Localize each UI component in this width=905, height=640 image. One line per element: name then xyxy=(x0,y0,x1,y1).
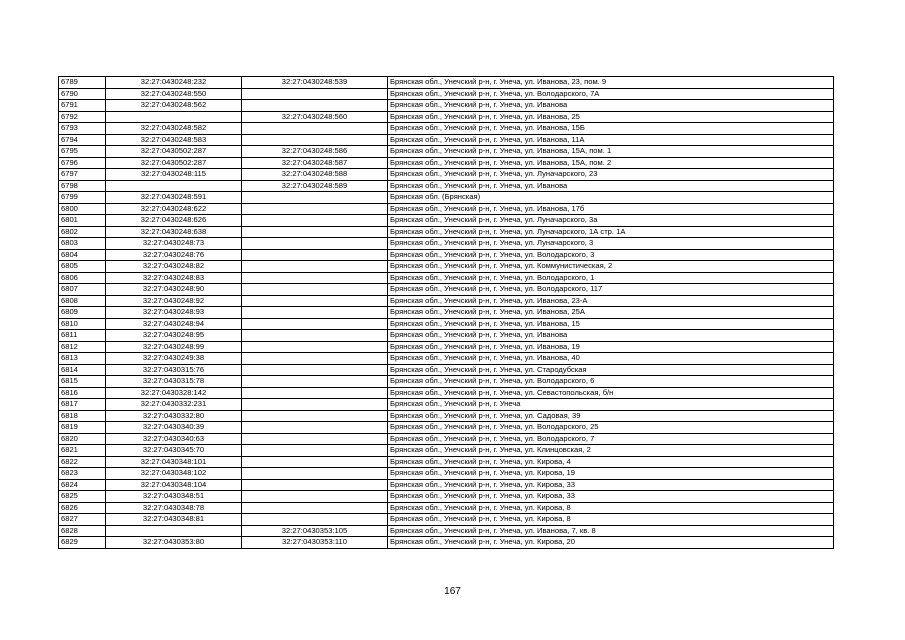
row-number-cell: 6806 xyxy=(59,272,106,284)
cadastral-number-cell: 32:27:0430248:76 xyxy=(106,249,242,261)
address-cell: Брянская обл., Унечский р-н, г. Унеча, ул. Володарского, 7А xyxy=(388,88,834,100)
table-row xyxy=(59,226,834,238)
cadastral-number-cell: 32:27:0430345:70 xyxy=(106,445,242,457)
related-cadastral-number-cell xyxy=(242,318,388,330)
cadastral-number-cell: 32:27:0430248:583 xyxy=(106,134,242,146)
address-cell: Брянская обл., Унечский р-н, г. Унеча, ул. Кирова, 33 xyxy=(388,491,834,503)
table-row xyxy=(59,77,834,89)
cadastral-number-cell: 32:27:0430248:550 xyxy=(106,88,242,100)
cadastral-number-cell: 32:27:0430340:39 xyxy=(106,422,242,434)
table-row xyxy=(59,192,834,204)
table-row xyxy=(59,272,834,284)
table-row xyxy=(59,399,834,411)
row-number-cell: 6808 xyxy=(59,295,106,307)
table-row xyxy=(59,491,834,503)
address-cell: Брянская обл., Унечский р-н, г. Унеча, ул. Иванова, 17б xyxy=(388,203,834,215)
table-row xyxy=(59,410,834,422)
address-cell: Брянская обл., Унечский р-н, г. Унеча, ул. Кирова, 8 xyxy=(388,502,834,514)
table-row xyxy=(59,203,834,215)
cadastral-number-cell: 32:27:0430248:582 xyxy=(106,123,242,135)
cadastral-number-cell: 32:27:0430248:626 xyxy=(106,215,242,227)
cadastral-number-cell: 32:27:0430248:82 xyxy=(106,261,242,273)
row-number-cell: 6810 xyxy=(59,318,106,330)
row-number-cell: 6819 xyxy=(59,422,106,434)
cadastral-number-cell: 32:27:0430248:92 xyxy=(106,295,242,307)
cadastral-number-cell: 32:27:0430348:102 xyxy=(106,468,242,480)
row-number-cell: 6812 xyxy=(59,341,106,353)
table-row xyxy=(59,387,834,399)
row-number-cell: 6796 xyxy=(59,157,106,169)
address-cell: Брянская обл., Унечский р-н, г. Унеча, ул. Иванова xyxy=(388,180,834,192)
row-number-cell: 6792 xyxy=(59,111,106,123)
table-row xyxy=(59,537,834,549)
table-row xyxy=(59,261,834,273)
row-number-cell: 6817 xyxy=(59,399,106,411)
table-row xyxy=(59,157,834,169)
related-cadastral-number-cell xyxy=(242,226,388,238)
related-cadastral-number-cell xyxy=(242,433,388,445)
row-number-cell: 6825 xyxy=(59,491,106,503)
table-row xyxy=(59,376,834,388)
row-number-cell: 6811 xyxy=(59,330,106,342)
cadastral-number-cell: 32:27:0430332:231 xyxy=(106,399,242,411)
cadastral-number-cell: 32:27:0430328:142 xyxy=(106,387,242,399)
row-number-cell: 6802 xyxy=(59,226,106,238)
related-cadastral-number-cell xyxy=(242,341,388,353)
related-cadastral-number-cell: 32:27:0430248:588 xyxy=(242,169,388,181)
cadastral-number-cell: 32:27:0430348:81 xyxy=(106,514,242,526)
table-row xyxy=(59,422,834,434)
related-cadastral-number-cell xyxy=(242,192,388,204)
related-cadastral-number-cell xyxy=(242,284,388,296)
address-cell: Брянская обл., Унечский р-н, г. Унеча, ул. Иванова, 15А, пом. 2 xyxy=(388,157,834,169)
related-cadastral-number-cell xyxy=(242,215,388,227)
address-cell: Брянская обл., Унечский р-н, г. Унеча, ул. Кирова, 33 xyxy=(388,479,834,491)
address-cell: Брянская обл., Унечский р-н, г. Унеча, ул. Луначарского, 3а xyxy=(388,215,834,227)
related-cadastral-number-cell xyxy=(242,479,388,491)
row-number-cell: 6798 xyxy=(59,180,106,192)
related-cadastral-number-cell: 32:27:0430248:586 xyxy=(242,146,388,158)
address-cell: Брянская обл. (Брянская) xyxy=(388,192,834,204)
related-cadastral-number-cell: 32:27:0430248:587 xyxy=(242,157,388,169)
related-cadastral-number-cell: 32:27:0430353:110 xyxy=(242,537,388,549)
cadastral-number-cell: 32:27:0430248:90 xyxy=(106,284,242,296)
cadastral-number-cell xyxy=(106,525,242,537)
row-number-cell: 6804 xyxy=(59,249,106,261)
related-cadastral-number-cell: 32:27:0430248:539 xyxy=(242,77,388,89)
cadastral-number-cell: 32:27:0430332:80 xyxy=(106,410,242,422)
address-cell: Брянская обл., Унечский р-н, г. Унеча, ул. Иванова, 25 xyxy=(388,111,834,123)
cadastral-number-cell: 32:27:0430248:94 xyxy=(106,318,242,330)
row-number-cell: 6814 xyxy=(59,364,106,376)
cadastral-number-cell: 32:27:0430248:83 xyxy=(106,272,242,284)
table-row xyxy=(59,169,834,181)
related-cadastral-number-cell: 32:27:0430353:105 xyxy=(242,525,388,537)
address-cell: Брянская обл., Унечский р-н, г. Унеча, ул. Кирова, 4 xyxy=(388,456,834,468)
table-row xyxy=(59,502,834,514)
row-number-cell: 6795 xyxy=(59,146,106,158)
address-cell: Брянская обл., Унечский р-н, г. Унеча, ул. Володарского, 1 xyxy=(388,272,834,284)
related-cadastral-number-cell xyxy=(242,387,388,399)
related-cadastral-number-cell xyxy=(242,353,388,365)
table-row xyxy=(59,134,834,146)
cadastral-number-cell: 32:27:0430348:51 xyxy=(106,491,242,503)
table-row xyxy=(59,238,834,250)
registry-table-body xyxy=(59,77,834,549)
cadastral-number-cell: 32:27:0430248:232 xyxy=(106,77,242,89)
address-cell: Брянская обл., Унечский р-н, г. Унеча, ул. Володарского, 6 xyxy=(388,376,834,388)
table-row xyxy=(59,284,834,296)
row-number-cell: 6797 xyxy=(59,169,106,181)
table-row xyxy=(59,479,834,491)
row-number-cell: 6803 xyxy=(59,238,106,250)
related-cadastral-number-cell xyxy=(242,203,388,215)
address-cell: Брянская обл., Унечский р-н, г. Унеча, ул. Володарского, 117 xyxy=(388,284,834,296)
table-row xyxy=(59,353,834,365)
related-cadastral-number-cell xyxy=(242,502,388,514)
address-cell: Брянская обл., Унечский р-н, г. Унеча, ул. Коммунистическая, 2 xyxy=(388,261,834,273)
cadastral-number-cell: 32:27:0430248:73 xyxy=(106,238,242,250)
address-cell: Брянская обл., Унечский р-н, г. Унеча, ул. Луначарского, 3 xyxy=(388,238,834,250)
cadastral-number-cell: 32:27:0430248:591 xyxy=(106,192,242,204)
table-row xyxy=(59,249,834,261)
address-cell: Брянская обл., Унечский р-н, г. Унеча, ул. Садовая, 39 xyxy=(388,410,834,422)
row-number-cell: 6827 xyxy=(59,514,106,526)
cadastral-number-cell: 32:27:0430315:76 xyxy=(106,364,242,376)
cadastral-number-cell: 32:27:0430249:38 xyxy=(106,353,242,365)
related-cadastral-number-cell xyxy=(242,410,388,422)
address-cell: Брянская обл., Унечский р-н, г. Унеча, ул. Иванова, 25А xyxy=(388,307,834,319)
cadastral-number-cell xyxy=(106,111,242,123)
address-cell: Брянская обл., Унечский р-н, г. Унеча, ул. Луначарского, 1А стр. 1А xyxy=(388,226,834,238)
cadastral-number-cell: 32:27:0430248:622 xyxy=(106,203,242,215)
address-cell: Брянская обл., Унечский р-н, г. Унеча, ул. Иванова, 19 xyxy=(388,341,834,353)
address-cell: Брянская обл., Унечский р-н, г. Унеча, ул. Иванова xyxy=(388,100,834,112)
table-row xyxy=(59,295,834,307)
address-cell: Брянская обл., Унечский р-н, г. Унеча, ул. Кирова, 19 xyxy=(388,468,834,480)
cadastral-number-cell: 32:27:0430353:80 xyxy=(106,537,242,549)
row-number-cell: 6790 xyxy=(59,88,106,100)
cadastral-number-cell: 32:27:0430248:93 xyxy=(106,307,242,319)
related-cadastral-number-cell xyxy=(242,399,388,411)
cadastral-number-cell: 32:27:0430348:104 xyxy=(106,479,242,491)
page-number: 167 xyxy=(444,586,461,597)
related-cadastral-number-cell xyxy=(242,261,388,273)
table-row xyxy=(59,330,834,342)
table-row xyxy=(59,318,834,330)
row-number-cell: 6824 xyxy=(59,479,106,491)
related-cadastral-number-cell xyxy=(242,376,388,388)
row-number-cell: 6799 xyxy=(59,192,106,204)
address-cell: Брянская обл., Унечский р-н, г. Унеча, ул. Кирова, 8 xyxy=(388,514,834,526)
row-number-cell: 6789 xyxy=(59,77,106,89)
related-cadastral-number-cell xyxy=(242,364,388,376)
address-cell: Брянская обл., Унечский р-н, г. Унеча, ул. Иванова xyxy=(388,330,834,342)
table-row xyxy=(59,307,834,319)
table-row xyxy=(59,456,834,468)
row-number-cell: 6823 xyxy=(59,468,106,480)
related-cadastral-number-cell xyxy=(242,272,388,284)
address-cell: Брянская обл., Унечский р-н, г. Унеча, ул. Иванова, 15 xyxy=(388,318,834,330)
related-cadastral-number-cell xyxy=(242,249,388,261)
table-row xyxy=(59,100,834,112)
address-cell: Брянская обл., Унечский р-н, г. Унеча, ул. Иванова, 7, кв. 8 xyxy=(388,525,834,537)
row-number-cell: 6805 xyxy=(59,261,106,273)
address-cell: Брянская обл., Унечский р-н, г. Унеча, ул. Кирова, 20 xyxy=(388,537,834,549)
row-number-cell: 6820 xyxy=(59,433,106,445)
related-cadastral-number-cell xyxy=(242,491,388,503)
cadastral-number-cell: 32:27:0430348:101 xyxy=(106,456,242,468)
related-cadastral-number-cell xyxy=(242,123,388,135)
related-cadastral-number-cell xyxy=(242,307,388,319)
row-number-cell: 6826 xyxy=(59,502,106,514)
address-cell: Брянская обл., Унечский р-н, г. Унеча, ул. Иванова, 23, пом. 9 xyxy=(388,77,834,89)
cadastral-number-cell: 32:27:0430315:78 xyxy=(106,376,242,388)
related-cadastral-number-cell xyxy=(242,330,388,342)
table-row xyxy=(59,146,834,158)
address-cell: Брянская обл., Унечский р-н, г. Унеча, ул. Володарского, 7 xyxy=(388,433,834,445)
cadastral-number-cell xyxy=(106,180,242,192)
address-cell: Брянская обл., Унечский р-н, г. Унеча xyxy=(388,399,834,411)
address-cell: Брянская обл., Унечский р-н, г. Унеча, ул. Иванова, 23-А xyxy=(388,295,834,307)
row-number-cell: 6816 xyxy=(59,387,106,399)
registry-table xyxy=(58,76,834,549)
related-cadastral-number-cell xyxy=(242,134,388,146)
related-cadastral-number-cell xyxy=(242,445,388,457)
row-number-cell: 6822 xyxy=(59,456,106,468)
table-row xyxy=(59,88,834,100)
related-cadastral-number-cell xyxy=(242,100,388,112)
related-cadastral-number-cell xyxy=(242,456,388,468)
row-number-cell: 6818 xyxy=(59,410,106,422)
cadastral-number-cell: 32:27:0430502:287 xyxy=(106,146,242,158)
row-number-cell: 6794 xyxy=(59,134,106,146)
address-cell: Брянская обл., Унечский р-н, г. Унеча, ул. Иванова, 15Б xyxy=(388,123,834,135)
table-row xyxy=(59,215,834,227)
related-cadastral-number-cell: 32:27:0430248:589 xyxy=(242,180,388,192)
cadastral-number-cell: 32:27:0430248:562 xyxy=(106,100,242,112)
cadastral-number-cell: 32:27:0430248:115 xyxy=(106,169,242,181)
related-cadastral-number-cell xyxy=(242,238,388,250)
address-cell: Брянская обл., Унечский р-н, г. Унеча, ул. Стародубская xyxy=(388,364,834,376)
related-cadastral-number-cell: 32:27:0430248:560 xyxy=(242,111,388,123)
row-number-cell: 6828 xyxy=(59,525,106,537)
address-cell: Брянская обл., Унечский р-н, г. Унеча, ул. Иванова, 40 xyxy=(388,353,834,365)
table-row xyxy=(59,468,834,480)
row-number-cell: 6829 xyxy=(59,537,106,549)
row-number-cell: 6800 xyxy=(59,203,106,215)
table-row xyxy=(59,514,834,526)
row-number-cell: 6801 xyxy=(59,215,106,227)
row-number-cell: 6813 xyxy=(59,353,106,365)
related-cadastral-number-cell xyxy=(242,88,388,100)
table-row xyxy=(59,364,834,376)
cadastral-number-cell: 32:27:0430340:63 xyxy=(106,433,242,445)
cadastral-number-cell: 32:27:0430502:287 xyxy=(106,157,242,169)
address-cell: Брянская обл., Унечский р-н, г. Унеча, ул. Володарского, 25 xyxy=(388,422,834,434)
related-cadastral-number-cell xyxy=(242,514,388,526)
row-number-cell: 6793 xyxy=(59,123,106,135)
cadastral-number-cell: 32:27:0430248:99 xyxy=(106,341,242,353)
row-number-cell: 6807 xyxy=(59,284,106,296)
address-cell: Брянская обл., Унечский р-н, г. Унеча, ул. Луначарского, 23 xyxy=(388,169,834,181)
table-row xyxy=(59,341,834,353)
address-cell: Брянская обл., Унечский р-н, г. Унеча, ул. Клинцовская, 2 xyxy=(388,445,834,457)
table-row xyxy=(59,433,834,445)
table-row xyxy=(59,180,834,192)
row-number-cell: 6815 xyxy=(59,376,106,388)
table-row xyxy=(59,123,834,135)
address-cell: Брянская обл., Унечский р-н, г. Унеча, ул. Иванова, 15А, пом. 1 xyxy=(388,146,834,158)
table-row xyxy=(59,111,834,123)
related-cadastral-number-cell xyxy=(242,295,388,307)
row-number-cell: 6791 xyxy=(59,100,106,112)
table-row xyxy=(59,525,834,537)
row-number-cell: 6821 xyxy=(59,445,106,457)
table-row xyxy=(59,445,834,457)
address-cell: Брянская обл., Унечский р-н, г. Унеча, ул. Иванова, 11А xyxy=(388,134,834,146)
cadastral-number-cell: 32:27:0430348:78 xyxy=(106,502,242,514)
cadastral-number-cell: 32:27:0430248:638 xyxy=(106,226,242,238)
row-number-cell: 6809 xyxy=(59,307,106,319)
related-cadastral-number-cell xyxy=(242,468,388,480)
related-cadastral-number-cell xyxy=(242,422,388,434)
address-cell: Брянская обл., Унечский р-н, г. Унеча, ул. Володарского, 3 xyxy=(388,249,834,261)
cadastral-number-cell: 32:27:0430248:95 xyxy=(106,330,242,342)
address-cell: Брянская обл., Унечский р-н, г. Унеча, ул. Севастопольская, б/н xyxy=(388,387,834,399)
